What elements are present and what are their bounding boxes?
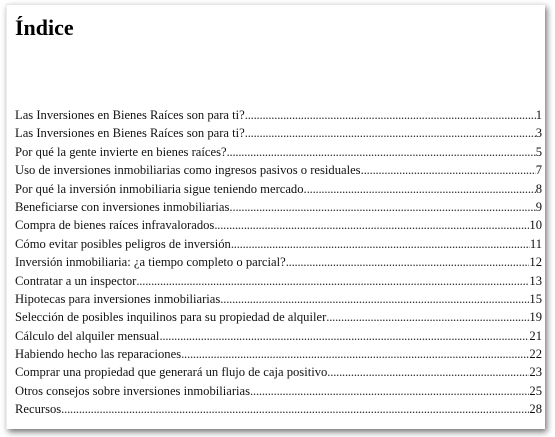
toc-entry[interactable] xyxy=(15,106,542,124)
toc-page-number: 28 xyxy=(529,402,542,417)
toc-entry[interactable] xyxy=(15,363,542,381)
toc-entry-title: Comprar una propiedad que generará un flujo de caja positivo xyxy=(15,365,328,380)
toc-entry-title: Por qué la inversión inmobiliaria sigue teniendo mercado. xyxy=(15,181,307,196)
dot-leader xyxy=(214,216,529,234)
toc-entry-title: Uso de inversiones inmobiliarias como ingresos pasivos o residuales. xyxy=(15,163,364,178)
dot-leader xyxy=(231,235,530,253)
toc-entry[interactable] xyxy=(15,327,542,345)
toc-entry-title: Beneficiarse con inversiones inmobiliarias. xyxy=(15,199,233,214)
dot-leader xyxy=(327,363,529,381)
page-title: Índice xyxy=(15,15,74,40)
toc-entry[interactable] xyxy=(15,161,542,179)
toc-entry-title: Inversión inmobiliaria: ¿a tiempo completo o parcial? xyxy=(15,255,286,270)
toc-entry[interactable] xyxy=(15,308,542,326)
toc-page-number: 5 xyxy=(535,144,542,159)
toc-entry-title: Recursos xyxy=(15,402,62,417)
toc-entry-title: Compra de bienes raíces infravalorados xyxy=(15,218,215,233)
dot-leader xyxy=(245,106,536,124)
toc-page-number: 21 xyxy=(529,328,542,343)
toc-page-number: 9 xyxy=(535,199,542,214)
toc-entry[interactable] xyxy=(15,235,542,253)
dot-leader xyxy=(326,308,529,326)
dot-leader xyxy=(250,382,529,400)
toc-entry-title: Las Inversiones en Bienes Raíces son para ti? xyxy=(15,108,245,122)
toc-entry[interactable] xyxy=(15,290,542,308)
toc-entry[interactable] xyxy=(15,272,542,290)
toc-entry-title: Habiendo hecho las reparaciones xyxy=(15,347,182,362)
toc-entry-title: Por qué la gente invierte en bienes raíces? xyxy=(15,144,227,159)
toc-entry[interactable] xyxy=(15,198,542,216)
toc-entry-title: Selección de posibles inquilinos para su propiedad de alquiler xyxy=(15,310,327,325)
toc-entry[interactable] xyxy=(15,400,542,418)
toc-page-number: 8 xyxy=(535,181,542,196)
toc-entry-title: Contratar a un inspector xyxy=(15,273,137,288)
toc-page-number: 23 xyxy=(529,365,542,380)
toc-entry[interactable] xyxy=(15,253,542,271)
dot-leader xyxy=(245,124,536,142)
toc-page-number: 1 xyxy=(535,108,542,122)
toc-entry[interactable] xyxy=(15,382,542,400)
toc-entry-title: Las Inversiones en Bienes Raíces son para ti? xyxy=(15,126,245,141)
dot-leader xyxy=(159,327,529,345)
toc-entry[interactable] xyxy=(15,143,542,161)
dot-leader xyxy=(307,180,536,198)
toc-page-number: 12 xyxy=(529,255,542,270)
dot-leader xyxy=(233,198,536,216)
dot-leader xyxy=(364,161,536,179)
toc-entry-title: Cómo evitar posibles peligros de inversión xyxy=(15,236,231,251)
toc-page-number: 13 xyxy=(529,273,542,288)
toc-entry[interactable] xyxy=(15,345,542,363)
dot-leader xyxy=(136,272,529,290)
toc-entry[interactable] xyxy=(15,216,542,234)
toc-page-number: 10 xyxy=(529,218,542,233)
toc-page-number: 19 xyxy=(529,310,542,325)
toc-entry-title: Otros consejos sobre inversiones inmobiliarias xyxy=(15,383,251,398)
toc-page-number: 15 xyxy=(529,291,542,306)
toc-entry-title: Hipotecas para inversiones inmobiliarias xyxy=(15,291,221,306)
dot-leader xyxy=(220,290,529,308)
dot-leader xyxy=(61,400,529,418)
table-of-contents xyxy=(15,106,542,419)
toc-page-number: 3 xyxy=(535,126,542,141)
toc-entry-title: Cálculo del alquiler mensual xyxy=(15,328,160,343)
toc-entry[interactable] xyxy=(15,124,542,142)
toc-page-number: 7 xyxy=(535,163,542,178)
toc-page-number: 22 xyxy=(529,347,542,362)
dot-leader xyxy=(227,143,536,161)
dot-leader xyxy=(181,345,529,363)
toc-page-number: 11 xyxy=(529,236,542,251)
dot-leader xyxy=(286,253,530,271)
toc-entry[interactable] xyxy=(15,180,542,198)
document-page xyxy=(6,4,545,429)
toc-page-number: 25 xyxy=(529,383,542,398)
